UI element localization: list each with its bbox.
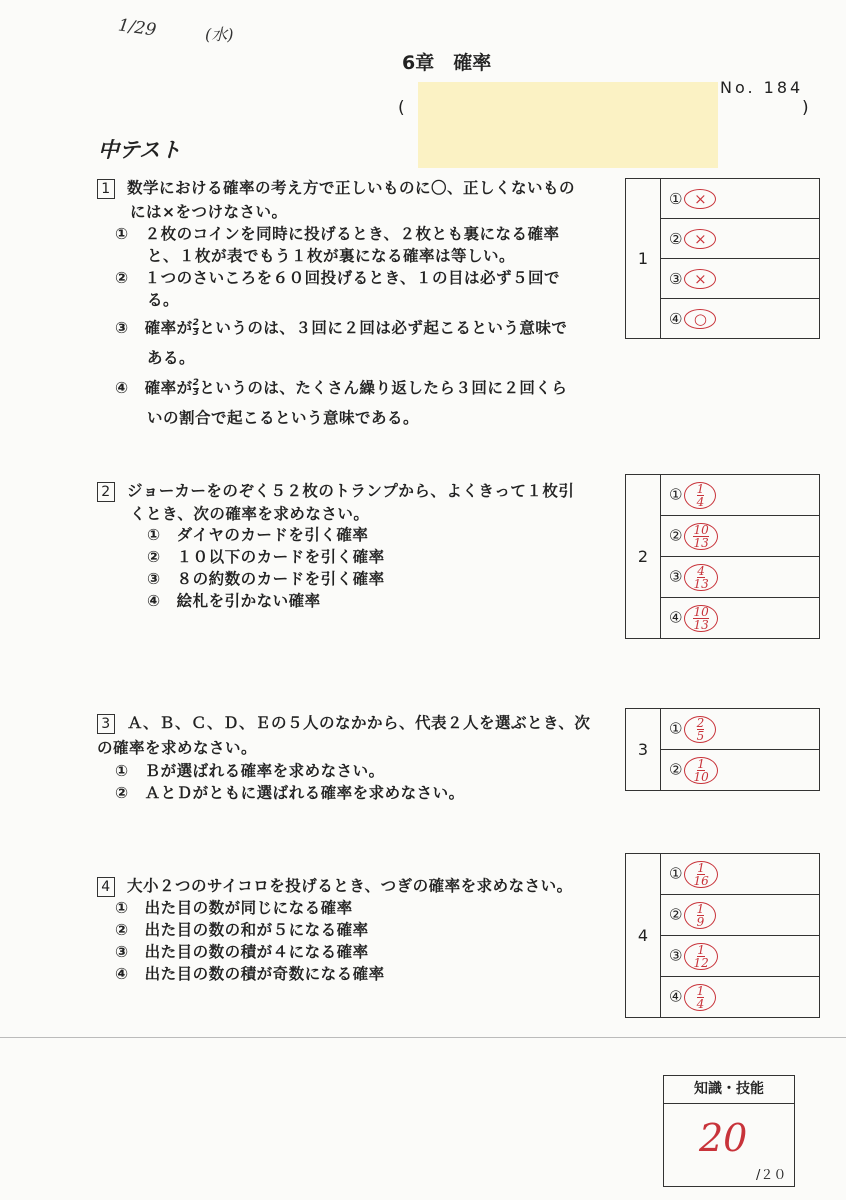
handwritten-date: 1/29 (116, 15, 158, 41)
q1-answer-3: ③ × (661, 259, 820, 299)
q3-answer-2: ② $\frac{1}{10}$ (661, 750, 820, 791)
q1-answer-1: ① × (661, 179, 820, 219)
q1-item-1-cont: と、１枚が表でもう１枚が裏になる確率は等しい。 (147, 247, 516, 265)
name-paren-open: ( (398, 98, 405, 118)
q3-answer-1: ① $\frac{2}{5}$ (661, 709, 820, 750)
page-title: 6章 確率 (402, 52, 492, 74)
q3-text: Ａ、Ｂ、Ｃ、Ｄ、Ｅの５人のなかから、代表２人を選ぶとき、次 (127, 714, 591, 732)
q2-answer-4: ④ $\frac{10}{13}$ (661, 598, 820, 639)
q1-item-2-cont: る。 (147, 291, 180, 309)
q3-number: 3 (97, 714, 115, 734)
q1-text: 数学における確率の考え方で正しいものに〇、正しくないもの (127, 179, 576, 197)
q3-stem (97, 711, 590, 734)
q2-item-3: ③ ８の約数のカードを引く確率 (147, 570, 385, 588)
q2-text: ジョーカーをのぞく５２枚のトランプから、よくきって１枚引 (127, 482, 575, 500)
q4-answer-4: ④ $\frac{1}{4}$ (661, 977, 820, 1018)
q3-item-2: ② ＡとＤがともに選ばれる確率を求めなさい。 (115, 784, 465, 802)
q1-number: 1 (97, 179, 115, 199)
q3-answer-table (625, 708, 820, 791)
q1-item-1: ① ２枚のコインを同時に投げるとき、２枚とも裏になる確率 (115, 225, 560, 243)
q2-item-1: ① ダイヤのカードを引く確率 (147, 526, 369, 544)
score-box (663, 1075, 795, 1187)
q1-item-2: ② １つのさいころを６０回投げるとき、１の目は必ず５回で (115, 269, 561, 287)
q3-text-2: の確率を求めなさい。 (97, 739, 258, 757)
score-total: /２０ (756, 1168, 787, 1183)
q1-item-4-cont: いの割合で起こるという意味である。 (147, 409, 420, 427)
test-name: 中テスト (98, 138, 182, 162)
q2-item-4: ④ 絵札を引かない確率 (147, 592, 321, 610)
q2-answer-1: ① $\frac{1}{4}$ (661, 475, 820, 516)
q4-text: 大小２つのサイコロを投げるとき、つぎの確率を求めなさい。 (127, 877, 573, 895)
q4-item-4: ④ 出た目の数の積が奇数になる確率 (115, 965, 385, 983)
q4-table-label: 4 (626, 854, 661, 1018)
score-label: 知識・技能 (664, 1076, 794, 1104)
q2-item-2: ② １０以下のカードを引く確率 (147, 548, 385, 566)
q1-text-2: には×をつけなさい。 (130, 203, 288, 221)
handwritten-weekday: (水) (205, 25, 234, 44)
q1-item-3: ③ 確率が $\frac{2}{3}$ というのは、３回に２回は必ず起こるという意味で (115, 318, 568, 338)
q4-answer-1: ① $\frac{1}{16}$ (661, 854, 820, 895)
score-value: 20 (699, 1116, 748, 1160)
q2-stem (97, 479, 574, 502)
q4-answer-3: ③ $\frac{1}{12}$ (661, 936, 820, 977)
q1-answer-4: ④ ○ (661, 299, 820, 339)
q4-item-3: ③ 出た目の数の積が４になる確率 (115, 943, 369, 961)
q2-answer-3: ③ $\frac{4}{13}$ (661, 557, 820, 598)
q2-number: 2 (97, 482, 115, 502)
sheet-number: No. 184 (720, 78, 804, 97)
q4-item-2: ② 出た目の数の和が５になる確率 (115, 921, 369, 939)
q1-answer-table (625, 178, 820, 339)
q1-stem (97, 176, 575, 199)
q1-item-3-cont: ある。 (147, 349, 196, 367)
q3-table-label: 3 (626, 709, 661, 791)
fold-line (0, 1037, 846, 1038)
q2-text-2: くとき、次の確率を求めなさい。 (130, 505, 370, 523)
q4-answer-table (625, 853, 820, 1018)
q1-item-4: ④ 確率が $\frac{2}{3}$ というのは、たくさん繰り返したら３回に２回くら (115, 378, 568, 398)
q2-answer-table (625, 474, 820, 639)
redacted-name-box (418, 82, 718, 168)
q4-number: 4 (97, 877, 115, 897)
q1-table-label: 1 (626, 179, 661, 339)
q1-answer-2: ② × (661, 219, 820, 259)
name-paren-close: ) (802, 98, 809, 118)
q3-item-1: ① Ｂが選ばれる確率を求めなさい。 (115, 762, 385, 780)
q4-item-1: ① 出た目の数が同じになる確率 (115, 899, 353, 917)
q4-stem (97, 874, 573, 897)
q4-answer-2: ② $\frac{1}{9}$ (661, 895, 820, 936)
q2-table-label: 2 (626, 475, 661, 639)
q2-answer-2: ② $\frac{10}{13}$ (661, 516, 820, 557)
